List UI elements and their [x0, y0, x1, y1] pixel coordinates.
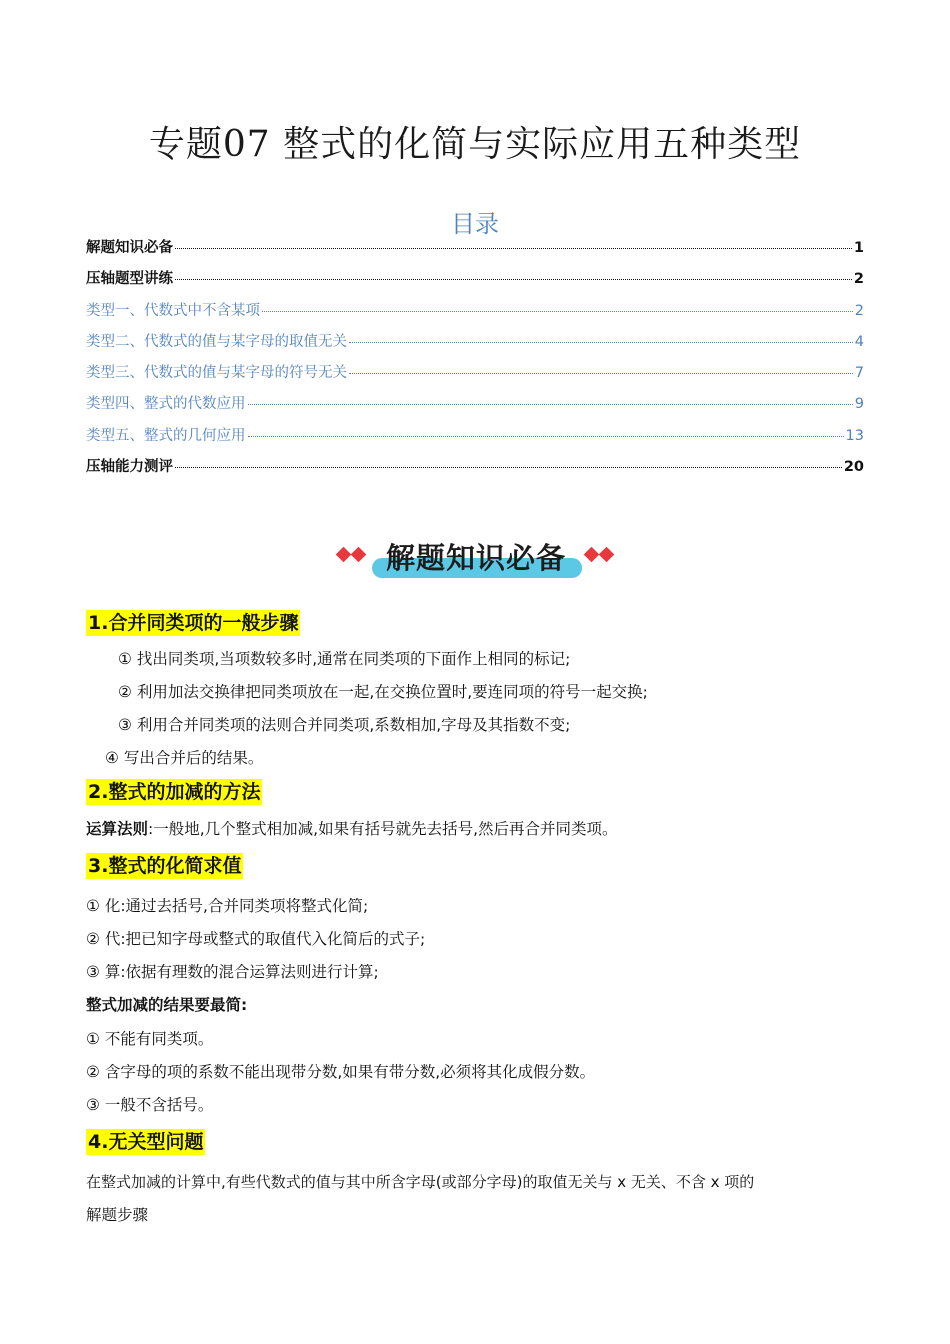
toc-entry-label: 解题知识必备	[86, 240, 173, 256]
step-item: ② 代:把已知字母或整式的取值代入化简后的式子;	[86, 930, 426, 948]
body-paragraph: 在整式加减的计算中,有些代数式的值与其中所含字母(或部分字母)的取值无关与 x 无关、不含 x 项的	[86, 1173, 755, 1191]
section-heading: 1.合并同类项的一般步骤	[88, 612, 299, 634]
toc-entry-label: 类型三、代数式的值与某字母的符号无关	[86, 365, 347, 382]
toc-leader	[349, 373, 853, 374]
toc-entry-label: 压轴题型讲练	[86, 271, 173, 288]
toc-entry-page: 20	[843, 459, 864, 476]
section-banner	[334, 532, 618, 584]
toc-entry[interactable]	[86, 299, 864, 330]
rule-item: ② 含字母的项的系数不能出现带分数,如果有带分数,必须将其化成假分数。	[86, 1063, 596, 1081]
step-item: ③ 利用合并同类项的法则合并同类项,系数相加,字母及其指数不变;	[118, 716, 571, 734]
step-item: ① 化:通过去括号,合并同类项将整式化简;	[86, 897, 369, 915]
step-item: ④ 写出合并后的结果。	[105, 749, 264, 767]
toc-entry-label: 压轴能力测评	[86, 459, 173, 476]
toc-entry-label: 类型四、整式的代数应用	[86, 396, 246, 413]
rule-label: 运算法则	[86, 820, 149, 838]
toc-entry[interactable]	[86, 361, 864, 392]
banner-title: 解题知识必备	[385, 541, 566, 575]
body-paragraph: 解题步骤	[86, 1206, 149, 1224]
toc-leader	[175, 279, 852, 280]
toc-entry[interactable]	[86, 455, 864, 486]
toc-entry[interactable]	[86, 424, 864, 455]
toc-entry-label: 类型一、代数式中不含某项	[86, 302, 260, 319]
toc-entry[interactable]	[86, 236, 864, 267]
step-item: ③ 算:依据有理数的混合运算法则进行计算;	[86, 963, 379, 981]
toc-entry-page: 2	[854, 302, 864, 319]
toc-entry-page: 7	[854, 365, 864, 382]
toc-leader	[175, 467, 842, 468]
step-item: ① 找出同类项,当项数较多时,通常在同类项的下面作上相同的标记;	[118, 650, 571, 668]
rule-item: ① 不能有同类项。	[86, 1030, 214, 1048]
section-heading: 3.整式的化简求值	[88, 855, 242, 877]
subheading: 整式加减的结果要最简:	[86, 996, 248, 1014]
toc-entry-label: 类型二、代数式的值与某字母的取值无关	[86, 333, 347, 350]
toc-leader	[262, 311, 853, 312]
toc-entry-page: 9	[854, 396, 864, 413]
toc-leader	[248, 404, 853, 405]
toc-heading: 目录	[451, 210, 499, 238]
rule-text: :一般地,几个整式相加减,如果有括号就先去括号,然后再合并同类项。	[148, 820, 618, 838]
toc-leader	[248, 436, 844, 437]
page-title: 专题07 整式的化简与实际应用五种类型	[148, 124, 802, 165]
table-of-contents	[86, 236, 864, 486]
toc-leader	[349, 342, 853, 343]
rule-item: ③ 一般不含括号。	[86, 1096, 214, 1114]
rule-paragraph	[86, 818, 618, 840]
step-item: ② 利用加法交换律把同类项放在一起,在交换位置时,要连同项的符号一起交换;	[118, 683, 648, 701]
section-heading: 4.无关型问题	[88, 1131, 204, 1153]
toc-entry-page: 4	[854, 333, 864, 350]
toc-entry-page: 1	[853, 240, 864, 256]
toc-entry[interactable]	[86, 392, 864, 423]
diamond-right-icon	[586, 546, 622, 566]
toc-entry[interactable]	[86, 267, 864, 298]
toc-entry-page: 13	[845, 427, 864, 444]
toc-entry-page: 2	[853, 271, 864, 288]
toc-leader	[175, 248, 852, 249]
toc-entry-label: 类型五、整式的几何应用	[86, 427, 246, 444]
toc-entry[interactable]	[86, 330, 864, 361]
section-heading: 2.整式的加减的方法	[88, 781, 261, 803]
